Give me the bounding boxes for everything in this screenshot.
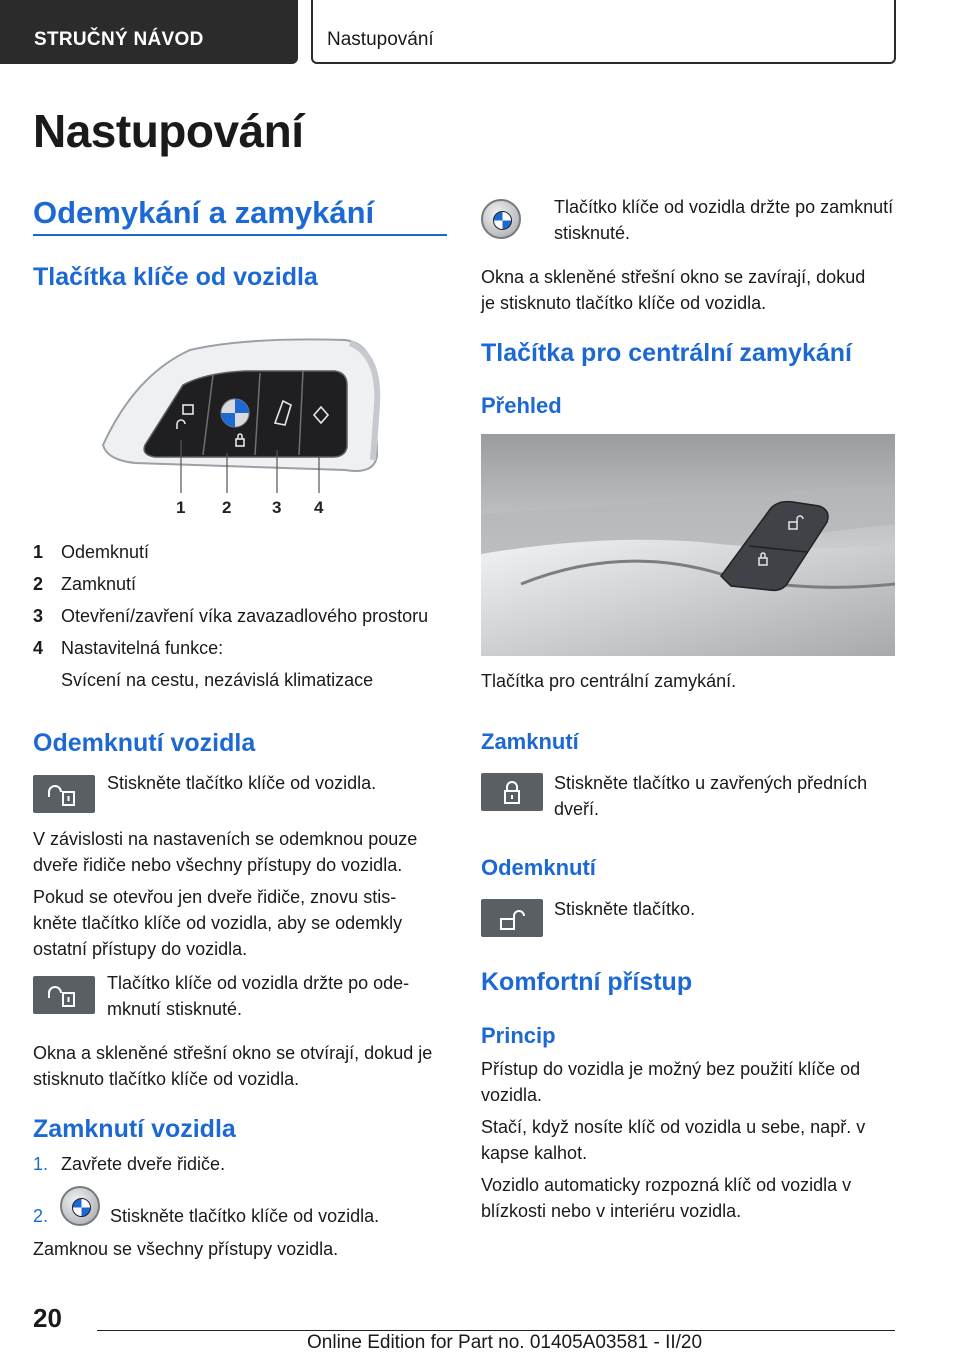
- legend-text: Nastavitelná funkce:: [61, 638, 224, 658]
- lock-button-icon: [481, 773, 543, 811]
- principle-para1-line2: vozidla.: [481, 1085, 543, 1105]
- lock-text-line2: dveří.: [554, 799, 600, 819]
- section-heading: Odemykání a zamykání: [33, 195, 375, 230]
- unlock-heading: Odemknutí: [481, 855, 596, 880]
- bmw-key-button-icon: [481, 199, 521, 239]
- lock-text-line1: Stiskněte tlačítko u zavřených předních: [554, 773, 868, 793]
- unlock-text: Stiskněte tlačítko.: [554, 899, 696, 919]
- principle-para1-line1: Přístup do vozidla je možný bez použití klíče od: [481, 1059, 861, 1079]
- key-fob-illustration: [95, 335, 395, 520]
- unlock-para2-line3: ostatní přístupy do vozidla.: [33, 939, 248, 959]
- lock-hold-line2: stisknuté.: [554, 223, 631, 243]
- bmw-key-button-icon: [60, 1186, 100, 1226]
- legend-number: 3: [33, 606, 44, 626]
- lock-heading: Zamknutí: [481, 729, 579, 754]
- unlock-para2-line2: kněte tlačítko klíče od vozidla, aby se odemkly: [33, 913, 403, 933]
- legend-number: 1: [33, 542, 44, 562]
- footer-rule: [97, 1330, 895, 1331]
- unlock-para1-line1: V závislosti na nastaveních se odemknou pouze: [33, 829, 418, 849]
- principle-para2-line1: Stačí, když nosíte klíč od vozidla u sebe, např. v: [481, 1117, 866, 1137]
- lock-step-number: 2.: [33, 1206, 49, 1226]
- lock-vehicle-heading: Zamknutí vozidla: [33, 1115, 236, 1143]
- legend-item: [33, 635, 223, 661]
- unlock-step-text: Stiskněte tlačítko klíče od vozidla.: [107, 773, 377, 793]
- page-title: Nastupování: [33, 105, 304, 157]
- principle-para2-line2: kapse kalhot.: [481, 1143, 588, 1163]
- unlock-hold-line1: Tlačítko klíče od vozidla držte po ode-: [107, 973, 410, 993]
- key-callout-4: 4: [314, 498, 324, 517]
- principle-para3-line2: blízkosti nebo v interiéru vozidla.: [481, 1201, 742, 1221]
- unlock-para3-line1: Okna a skleněné střešní okno se otvírají, dokud je: [33, 1043, 433, 1063]
- legend-item: [33, 539, 149, 565]
- chapter-tab: [311, 0, 896, 64]
- lock-step-text: Stiskněte tlačítko klíče od vozidla.: [110, 1206, 380, 1226]
- lock-step-number: 1.: [33, 1154, 49, 1174]
- unlock-button-icon: [33, 775, 95, 813]
- central-locking-heading: Tlačítka pro centrální zamykání: [481, 339, 852, 367]
- close-windows-line1: Okna a skleněné střešní okno se zavírají, dokud: [481, 267, 866, 287]
- page-number: 20: [33, 1303, 62, 1333]
- door-panel-photo: [481, 434, 895, 656]
- footer-edition-text: Online Edition for Part no. 01405A03581 - II/20: [307, 1332, 703, 1353]
- lock-result-text: Zamknou se všechny přístupy vozidla.: [33, 1239, 339, 1259]
- legend-extra: Svícení na cestu, nezávislá klimatizace: [61, 670, 374, 690]
- image-caption: Tlačítka pro centrální zamykání.: [481, 671, 737, 691]
- unlock-hold-line2: mknutí stisknuté.: [107, 999, 243, 1019]
- legend-number: 2: [33, 574, 44, 594]
- unlock-para2-line1: Pokud se otevřou jen dveře řidiče, znovu stis-: [33, 887, 397, 907]
- legend-number: 4: [33, 638, 44, 658]
- section-tab: [0, 0, 298, 64]
- key-buttons-heading: Tlačítka klíče od vozidla: [33, 263, 318, 291]
- close-windows-line2: je stisknuto tlačítko klíče od vozidla.: [481, 293, 767, 313]
- section-heading-rule: [33, 234, 447, 236]
- lock-step-text: Zavřete dveře řidiče.: [61, 1154, 226, 1174]
- lock-hold-line1: Tlačítko klíče od vozidla držte po zamknutí: [554, 197, 894, 217]
- legend-text: Zamknutí: [61, 574, 137, 594]
- key-callout-1: 1: [176, 498, 186, 517]
- unlock-vehicle-heading: Odemknutí vozidla: [33, 729, 256, 757]
- unlock-hold-button-icon: [33, 976, 95, 1014]
- overview-heading: Přehled: [481, 393, 562, 418]
- chapter-tab-label: Nastupování: [327, 29, 434, 50]
- key-callout-2: 2: [222, 498, 232, 517]
- section-tab-label: STRUČNÝ NÁVOD: [34, 29, 204, 50]
- unlock-para3-line2: stisknuto tlačítko klíče od vozidla.: [33, 1069, 300, 1089]
- legend-text: Otevření/zavření víka zavazadlového prostoru: [61, 606, 429, 626]
- legend-item: [33, 603, 428, 629]
- unlock-para1-line2: dveře řidiče nebo všechny přístupy do vozidla.: [33, 855, 403, 875]
- comfort-access-heading: Komfortní přístup: [481, 968, 693, 996]
- unlock-door-button-icon: [481, 899, 543, 937]
- key-callout-3: 3: [272, 498, 282, 517]
- legend-text: Odemknutí: [61, 542, 150, 562]
- legend-item: [33, 571, 136, 597]
- principle-para3-line1: Vozidlo automaticky rozpozná klíč od vozidla v: [481, 1175, 852, 1195]
- principle-heading: Princip: [481, 1023, 556, 1048]
